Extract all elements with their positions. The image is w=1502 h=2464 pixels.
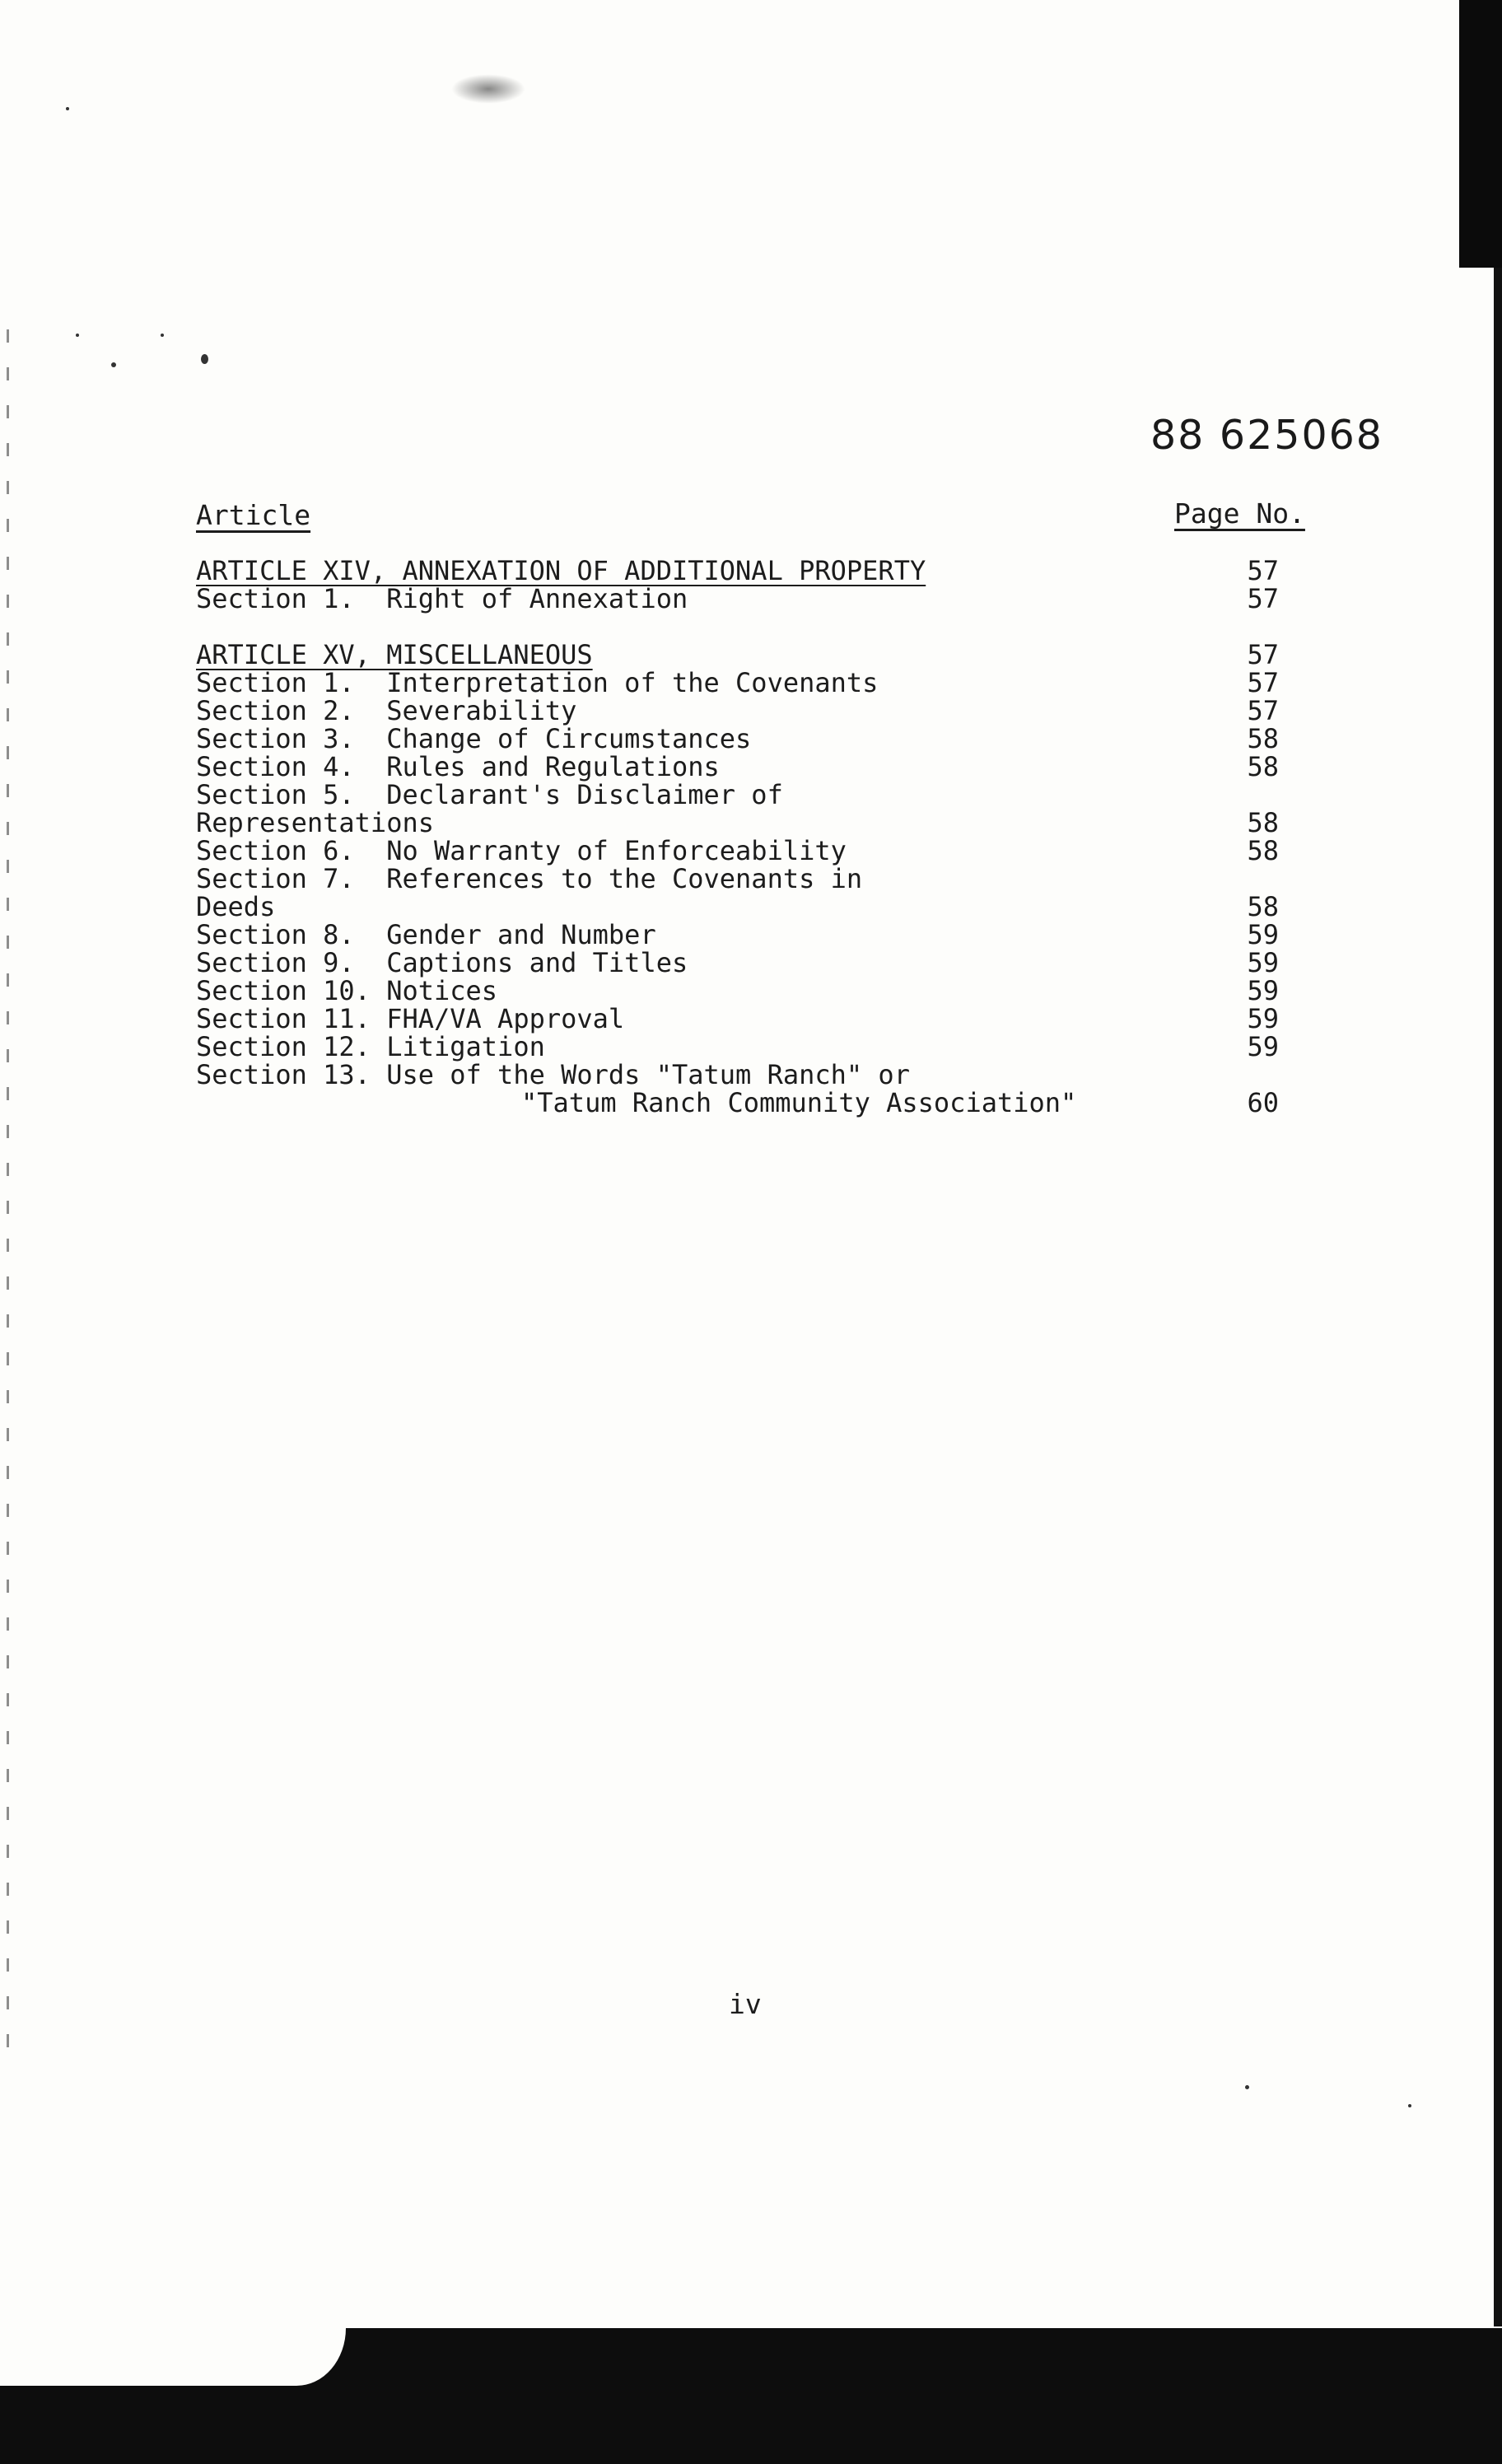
- toc-entry: [196, 723, 1279, 754]
- toc-entry-text: Section 1. Right of Annexation: [196, 583, 688, 614]
- toc-entry-page: 57: [1247, 583, 1279, 614]
- toc-entry-page: 58: [1247, 891, 1279, 922]
- page-folio: iv: [729, 1988, 762, 2020]
- toc-entry: [196, 667, 1279, 698]
- toc-entry-text: Deeds: [196, 891, 276, 922]
- toc-entry-text: Section 2. Severability: [196, 695, 577, 726]
- toc-entry: [196, 835, 1279, 866]
- toc-entry-text: Section 11. FHA/VA Approval: [196, 1003, 625, 1034]
- toc-entry-text: Section 12. Litigation: [196, 1031, 545, 1062]
- toc-entry: [196, 751, 1279, 782]
- toc-entry-text: ARTICLE XV, MISCELLANEOUS: [196, 639, 593, 670]
- toc-entry-text: "Tatum Ranch Community Association": [521, 1087, 1077, 1118]
- toc-entry: [196, 947, 1279, 978]
- toc-entry-page: 58: [1247, 751, 1279, 782]
- document-number: 88 625068: [1150, 412, 1383, 459]
- toc-entry: [196, 919, 1279, 950]
- toc-entry-page: 58: [1247, 723, 1279, 754]
- speck: [111, 362, 116, 367]
- toc-entry-page: 59: [1247, 1003, 1279, 1034]
- toc-entry-text: Representations: [196, 807, 434, 838]
- speck: [1408, 2104, 1411, 2107]
- toc-entry-page: 57: [1247, 639, 1279, 670]
- scan-edge-left: [7, 329, 9, 2059]
- toc-entry: [196, 781, 1266, 809]
- toc-entry-text: Section 1. Interpretation of the Covenants: [196, 667, 879, 698]
- toc-entry-page: 59: [1247, 947, 1279, 978]
- article-column-header: Article: [196, 499, 311, 531]
- toc-entry: [196, 865, 1266, 893]
- toc-entry: [196, 1061, 1266, 1089]
- toc-entry-text: Section 6. No Warranty of Enforceability: [196, 835, 847, 866]
- scan-edge-right: [1477, 268, 1502, 2326]
- toc-entry-page: 57: [1247, 695, 1279, 726]
- toc-entry-page: 60: [1247, 1087, 1279, 1118]
- toc-entry-text: Section 7. References to the Covenants in: [196, 863, 863, 894]
- toc-entry: [196, 583, 1279, 614]
- toc-entry-text: Section 4. Rules and Regulations: [196, 751, 720, 782]
- scan-edge-bottom-lip: [0, 2328, 346, 2386]
- speck: [201, 354, 208, 364]
- toc-entry-page: 58: [1247, 835, 1279, 866]
- toc-entry-continuation: [196, 1087, 1279, 1118]
- toc-entry-continuation: [196, 891, 1279, 922]
- toc-entry: [196, 695, 1279, 726]
- toc-entry-page: 59: [1247, 975, 1279, 1006]
- speck: [1245, 2085, 1249, 2089]
- toc-entry-text: Section 5. Declarant's Disclaimer of: [196, 779, 783, 810]
- toc-entry-page: 57: [1247, 667, 1279, 698]
- toc-entry-text: ARTICLE XIV, ANNEXATION OF ADDITIONAL PROPERTY: [196, 555, 926, 586]
- toc-entry-article-xv: [196, 639, 1279, 670]
- toc-entry-text: Section 9. Captions and Titles: [196, 947, 688, 978]
- speck: [161, 334, 164, 337]
- toc-entry-page: 59: [1247, 919, 1279, 950]
- stamp-smudge: [451, 74, 525, 104]
- speck: [66, 107, 69, 110]
- page-column-header: Page No.: [1174, 497, 1305, 530]
- toc-entry: [196, 975, 1279, 1006]
- toc-entry-continuation: [196, 807, 1279, 838]
- speck: [76, 334, 79, 337]
- toc-entry: [196, 1003, 1279, 1034]
- toc-entry-page: 57: [1247, 555, 1279, 586]
- toc-entry-text: Section 8. Gender and Number: [196, 919, 656, 950]
- toc-entry-text: Section 10. Notices: [196, 975, 498, 1006]
- toc-entry-text: Section 3. Change of Circumstances: [196, 723, 752, 754]
- toc-entry-page: 59: [1247, 1031, 1279, 1062]
- toc-entry-article-xiv: [196, 555, 1279, 586]
- toc-entry: [196, 1031, 1279, 1062]
- scan-edge-right-top: [1459, 0, 1502, 268]
- toc-entry-page: 58: [1247, 807, 1279, 838]
- toc-entry-text: Section 13. Use of the Words "Tatum Ranch" or: [196, 1059, 910, 1090]
